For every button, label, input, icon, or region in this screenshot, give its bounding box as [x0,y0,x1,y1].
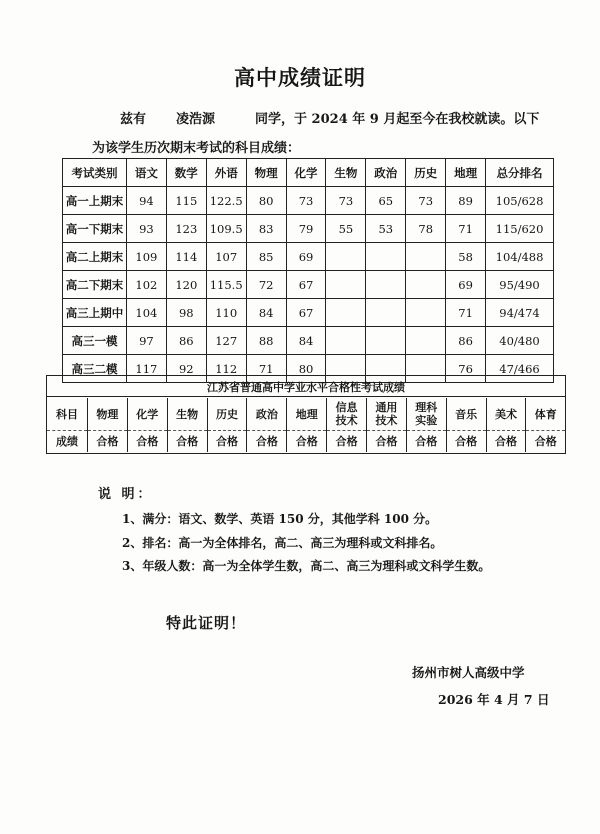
table-row [63,215,554,243]
score-cell: 55 [326,215,366,243]
exam-type-cell: 高一下期末 [63,215,127,243]
score-cell: 98 [166,299,206,327]
score-cell: 84 [286,327,326,355]
score-cell: 93 [126,215,166,243]
intro-line-2: 为该学生历次期末考试的科目成绩： [92,141,301,156]
column-header: 历史 [406,159,446,187]
exam-type-cell: 高三上期中 [63,299,127,327]
score-cell: 71 [446,215,486,243]
column-header: 语文 [126,159,166,187]
column-header: 物理 [246,159,286,187]
score-cell: 120 [166,271,206,299]
score-cell [406,299,446,327]
score-cell: 53 [366,215,406,243]
score-cell: 58 [446,243,486,271]
hs-result-row [47,431,565,453]
hs-subject-cell: 化学 [127,398,167,431]
hs-subject-cell: 历史 [207,398,247,431]
hs-subject-cell: 物理 [88,398,128,431]
hs-result-cell: 合格 [327,431,367,453]
score-cell: 104/488 [486,243,554,271]
column-header: 数学 [166,159,206,187]
score-cell [326,327,366,355]
score-cell: 47/466 [486,355,554,383]
score-cell: 110 [206,299,246,327]
score-cell: 92 [166,355,206,383]
score-cell: 78 [406,215,446,243]
column-header: 化学 [286,159,326,187]
exam-type-cell: 高一上期末 [63,187,127,215]
exam-type-cell: 高三二模 [63,355,127,383]
note-item: 3、年级人数：高一为全体学生数，高二、高三为理科或文科学生数。 [122,559,491,573]
score-cell: 73 [406,187,446,215]
score-cell [366,327,406,355]
notes-title: 说 明： [98,487,154,502]
score-cell [366,271,406,299]
student-name: 凌浩源 [176,112,216,127]
score-cell: 107 [206,243,246,271]
score-cell: 123 [166,215,206,243]
column-header: 生物 [326,159,366,187]
hs-result-cell: 合格 [367,431,407,453]
hs-result-cell: 合格 [247,431,287,453]
score-cell: 73 [286,187,326,215]
hs-result-cell: 合格 [88,431,128,453]
score-cell: 71 [246,355,286,383]
score-cell [406,271,446,299]
scores-header-row [63,159,554,187]
score-cell: 83 [246,215,286,243]
score-cell: 67 [286,271,326,299]
school-name: 扬州市树人高级中学 [412,665,525,680]
column-header: 地理 [446,159,486,187]
hs-result-cell: 合格 [406,431,446,453]
hs-subject-row [47,398,565,431]
score-cell: 69 [286,243,326,271]
note-item: 1、满分：语文、数学、英语 150 分，其他学科 100 分。 [122,512,438,526]
score-cell: 73 [326,187,366,215]
score-cell: 112 [206,355,246,383]
exam-type-cell: 高二下期末 [63,271,127,299]
score-cell: 40/480 [486,327,554,355]
hs-subject-cell: 美术 [486,398,526,431]
note-item: 2、排名：高一为全体排名，高二、高三为理科或文科排名。 [122,536,443,550]
table-row [63,327,554,355]
hs-result-cell: 合格 [287,431,327,453]
hs-result-cell: 合格 [526,431,565,453]
hs-exam-divider [47,396,565,397]
score-cell: 109 [126,243,166,271]
hs-exam-title: 江苏省普通高中学业水平合格性考试成绩 [207,381,405,394]
scores-table [62,158,554,383]
score-cell: 69 [446,271,486,299]
score-cell: 115/620 [486,215,554,243]
score-cell: 114 [166,243,206,271]
score-cell: 84 [246,299,286,327]
score-cell: 86 [446,327,486,355]
score-cell [406,327,446,355]
hs-result-cell: 合格 [446,431,486,453]
hs-subject-cell: 通用 技术 [367,398,407,431]
score-cell: 104 [126,299,166,327]
score-cell: 65 [366,187,406,215]
hs-exam-table [47,398,565,452]
hs-subject-cell: 生物 [167,398,207,431]
score-cell: 115 [166,187,206,215]
table-row [63,187,554,215]
score-cell: 89 [446,187,486,215]
hs-subject-cell: 地理 [287,398,327,431]
hs-subject-cell: 体育 [526,398,565,431]
score-cell: 115.5 [206,271,246,299]
score-cell [326,271,366,299]
score-cell: 85 [246,243,286,271]
score-cell: 86 [166,327,206,355]
score-cell: 79 [286,215,326,243]
score-cell: 97 [126,327,166,355]
score-cell: 95/490 [486,271,554,299]
hs-subject-cell: 理科 实验 [406,398,446,431]
score-cell: 127 [206,327,246,355]
issue-date: 2026 年 4 月 7 日 [438,692,550,707]
hs-result-cell: 合格 [207,431,247,453]
score-cell: 105/628 [486,187,554,215]
hs-result-label: 成绩 [47,431,88,453]
score-cell: 94/474 [486,299,554,327]
score-cell: 76 [446,355,486,383]
score-cell: 72 [246,271,286,299]
hs-subject-cell: 音乐 [446,398,486,431]
score-cell [366,243,406,271]
document-title: 高中成绩证明 [234,65,366,90]
column-header: 外语 [206,159,246,187]
closing-statement: 特此证明！ [166,614,247,632]
table-row [63,243,554,271]
column-header: 考试类别 [63,159,127,187]
score-cell: 80 [246,187,286,215]
exam-type-cell: 高二上期末 [63,243,127,271]
score-cell [406,243,446,271]
table-row [63,271,554,299]
hs-subject-cell: 信息 技术 [327,398,367,431]
hs-header-label: 科目 [56,407,78,421]
table-row [63,299,554,327]
column-header: 政治 [366,159,406,187]
exam-type-cell: 高三一模 [63,327,127,355]
score-cell: 122.5 [206,187,246,215]
score-cell: 94 [126,187,166,215]
score-cell: 102 [126,271,166,299]
score-cell: 71 [446,299,486,327]
intro-rest: 同学，于 2024 年 9 月起至今在我校就读。以下 [255,112,540,127]
score-cell [366,299,406,327]
score-cell [326,299,366,327]
hs-result-cell: 合格 [167,431,207,453]
score-cell: 88 [246,327,286,355]
score-cell: 67 [286,299,326,327]
score-cell: 117 [126,355,166,383]
score-cell [326,243,366,271]
hs-exam-box [46,375,566,454]
hs-subject-cell: 政治 [247,398,287,431]
hs-result-cell: 合格 [486,431,526,453]
intro-prefix: 兹有 [120,112,147,127]
intro-line-1 [120,108,539,127]
column-header: 总分排名 [486,159,554,187]
score-cell: 109.5 [206,215,246,243]
hs-result-cell: 合格 [127,431,167,453]
score-cell: 80 [286,355,326,383]
